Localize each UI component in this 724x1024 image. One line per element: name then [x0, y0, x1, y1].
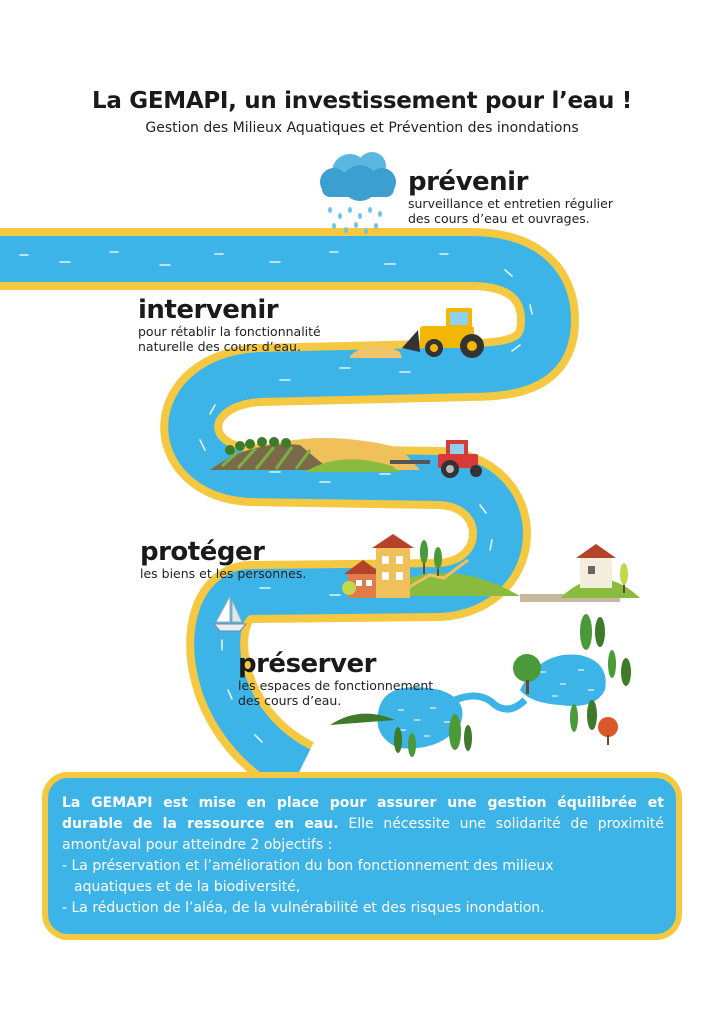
- step-intervenir: [138, 296, 321, 354]
- step-description-line: les biens et les personnes.: [140, 566, 307, 581]
- objective-1-line-2: aquatiques et de la biodiversité,: [74, 879, 301, 895]
- step-description-line: surveillance et entretien régulier: [408, 196, 613, 211]
- house-icon: [576, 544, 616, 588]
- step-proteger: [140, 538, 306, 581]
- step-description-line: les espaces de fonctionnement: [238, 678, 434, 693]
- step-prevenir: [408, 168, 613, 226]
- info-box-text: [62, 793, 664, 919]
- info-box-body-text: Elle nécessite une solidarité de proximité amont/aval pour atteindre 2 objectifs :: [62, 816, 665, 853]
- house-icon: [372, 534, 414, 598]
- bulldozer-icon: [350, 308, 484, 358]
- step-title: préserver: [238, 649, 376, 679]
- step-description-line: naturelle des cours d’eau.: [138, 339, 301, 354]
- rain-cloud-icon: [320, 152, 396, 234]
- step-title: prévenir: [408, 167, 528, 197]
- objective-2: - La réduction de l’aléa, de la vulnérabilité et des risques inondation.: [62, 900, 545, 916]
- step-description-line: des cours d’eau et ouvrages.: [408, 211, 590, 226]
- step-title: intervenir: [138, 295, 279, 325]
- farm-fields: [210, 437, 420, 472]
- page-subtitle: Gestion des Milieux Aquatiques et Prévention des inondations: [145, 120, 579, 136]
- objective-1-line-1: - La préservation et l’amélioration du bon fonctionnement des milieux: [62, 858, 554, 874]
- step-description-line: des cours d’eau.: [238, 693, 342, 708]
- info-box-bold-text: La GEMAPI est mise en place pour assurer une gestion équilibrée et durable de la ressource en eau.: [62, 795, 664, 832]
- step-preserver: [238, 650, 433, 708]
- step-description-line: pour rétablir la fonctionnalité: [138, 324, 321, 339]
- step-title: protéger: [140, 537, 265, 567]
- page-title: La GEMAPI, un investissement pour l’eau !: [91, 88, 632, 114]
